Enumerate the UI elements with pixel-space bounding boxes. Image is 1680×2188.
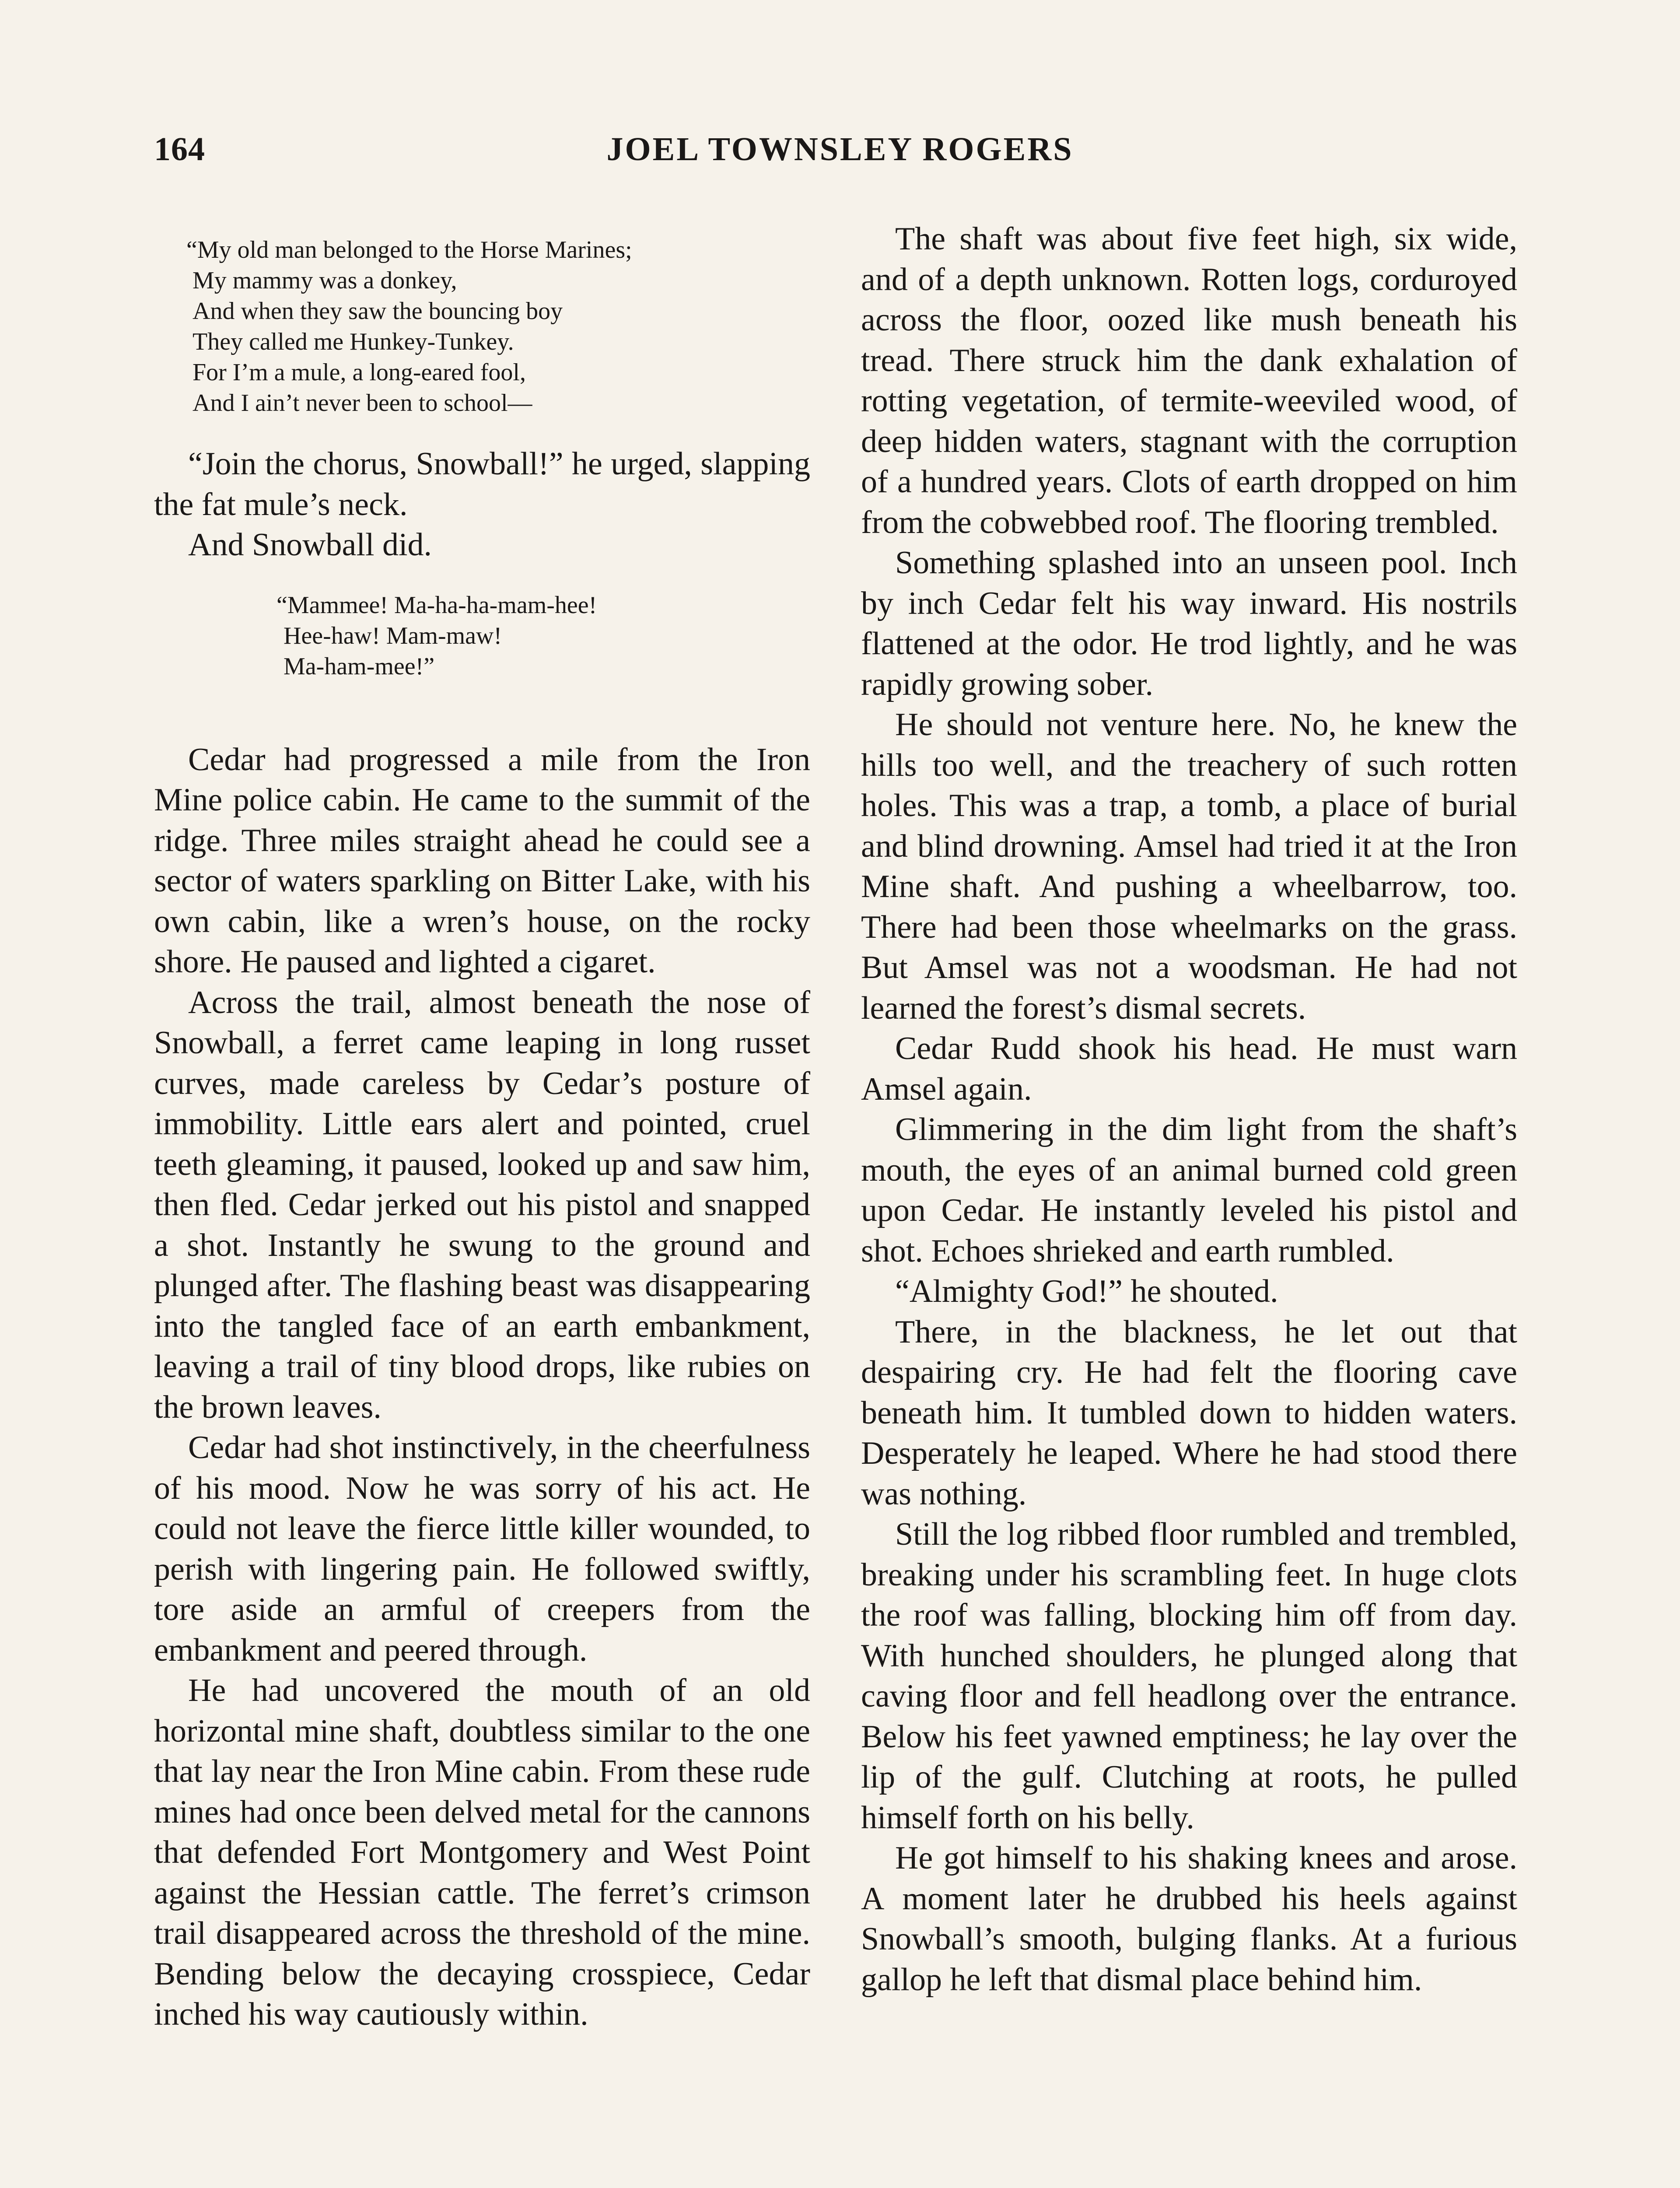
verse-line: “My old man belonged to the Horse Marines; (186, 236, 632, 263)
verse-line: “Mammee! Ma-ha-ha-mam-hee! (276, 591, 597, 619)
paragraph: The shaft was about five feet high, six wide, and of a depth unknown. Rotten logs, corduroyed across the floor, oozed like mush beneath his tread. There struck him the dank exhalation of rotting vegetation, of termite-weeviled wood, of deep hidden waters, stagnant with the corruption of a hundred years. Clots of earth dropped on him from the cobwebbed roof. The flooring trembled. (861, 221, 1517, 540)
verse-line: And when they saw the bouncing boy (192, 298, 563, 325)
paragraph: Across the trail, almost beneath the nose of Snowball, a ferret came leaping in long russet curves, made careless by Cedar’s posture of immobility. Little ears alert and pointed, cruel teeth gleaming, it paused, looked up and saw him, then fled. Cedar jerked out his pistol and snapped a shot. Instantly he swung to the ground and plunged after. The flashing beast was disappearing into the tangled face of an earth embankment, leaving a trail of tiny blood drops, like rubies on the brown leaves. (154, 984, 810, 1425)
verse-line: My mammy was a donkey, (192, 267, 457, 294)
verse-line: They called me Hunkey-Tunkey. (192, 328, 514, 355)
paragraph: Cedar had shot instinctively, in the cheerfulness of his mood. Now he was sorry of his act. He could not leave the fierce little killer wounded, to perish with lingering pain. He followed swiftly, tore aside an armful of creepers from the embankment and peered through. (154, 1430, 810, 1668)
paragraph: He had uncovered the mouth of an old horizontal mine shaft, doubtless similar to the one that lay near the Iron Mine cabin. From these rude mines had once been delved metal for the cannons that defended Fort Montgomery and West Point against the Hessian cattle. The ferret’s crimson trail disappeared across the threshold of the mine. Bending below the decaying crosspiece, Cedar inched his way cautiously within. (154, 1673, 810, 2032)
verse-line: And I ain’t never been to school— (192, 389, 532, 417)
verse-line: For I’m a mule, a long-eared fool, (192, 359, 526, 386)
paragraph: “Join the chorus, Snowball!” he urged, slapping the fat mule’s neck. (154, 446, 810, 522)
running-head: JOEL TOWNSLEY ROGERS (606, 131, 1074, 168)
paragraph: He got himself to his shaking knees and arose. A moment later he drubbed his heels against Snowball’s smooth, bulging flanks. At a furious gallop he left that dismal place behind him. (861, 1840, 1517, 1998)
verse-line: Hee-haw! Mam-maw! (284, 622, 502, 649)
page-number: 164 (154, 131, 205, 168)
paragraph: Glimmering in the dim light from the shaft’s mouth, the eyes of an animal burned cold green upon Cedar. He instantly leveled his pistol and shot. Echoes shrieked and earth rumbled. (861, 1112, 1517, 1269)
paragraph: He should not venture here. No, he knew the hills too well, and the treachery of such rotten holes. This was a trap, a tomb, a place of burial and blind drowning. Amsel had tried it at the Iron Mine shaft. And pushing a wheelbarrow, too. There had been those wheelmarks on the grass. But Amsel was not a woodsman. He had not learned the forest’s dismal secrets. (861, 707, 1517, 1026)
verse-block-2 (154, 590, 810, 682)
paragraph: Still the log ribbed floor rumbled and trembled, breaking under his scrambling feet. In huge clots the roof was falling, blocking him off from day. With hunched shoulders, he plunged along that caving floor and fell headlong over the entrance. Below his feet yawned emptiness; he lay over the lip of the gulf. Clutching at roots, he pulled himself forth on his belly. (861, 1516, 1517, 1836)
paragraph: And Snowball did. (188, 527, 432, 563)
right-column (861, 219, 1517, 2000)
verse-block-1 (154, 235, 810, 418)
paragraph: Something splashed into an unseen pool. Inch by inch Cedar felt his way inward. His nostrils flattened at the odor. He trod lightly, and he was rapidly growing sober. (861, 545, 1517, 702)
paragraph: Cedar had progressed a mile from the Iron Mine police cabin. He came to the summit of the ridge. Three miles straight ahead he could see a sector of waters sparkling on Bitter Lake, with his own cabin, like a wren’s house, on the rocky shore. He paused and lighted a cigaret. (154, 741, 810, 980)
paragraph: “Almighty God!” he shouted. (895, 1273, 1278, 1309)
paragraph: There, in the blackness, he let out that despairing cry. He had felt the flooring cave beneath him. It tumbled down to hidden waters. Desperately he leaped. Where he had stood there was nothing. (861, 1314, 1517, 1512)
paragraph: Cedar Rudd shook his head. He must warn Amsel again. (861, 1031, 1517, 1107)
left-column (154, 219, 810, 2035)
verse-line: Ma-ham-mee!” (284, 652, 435, 680)
